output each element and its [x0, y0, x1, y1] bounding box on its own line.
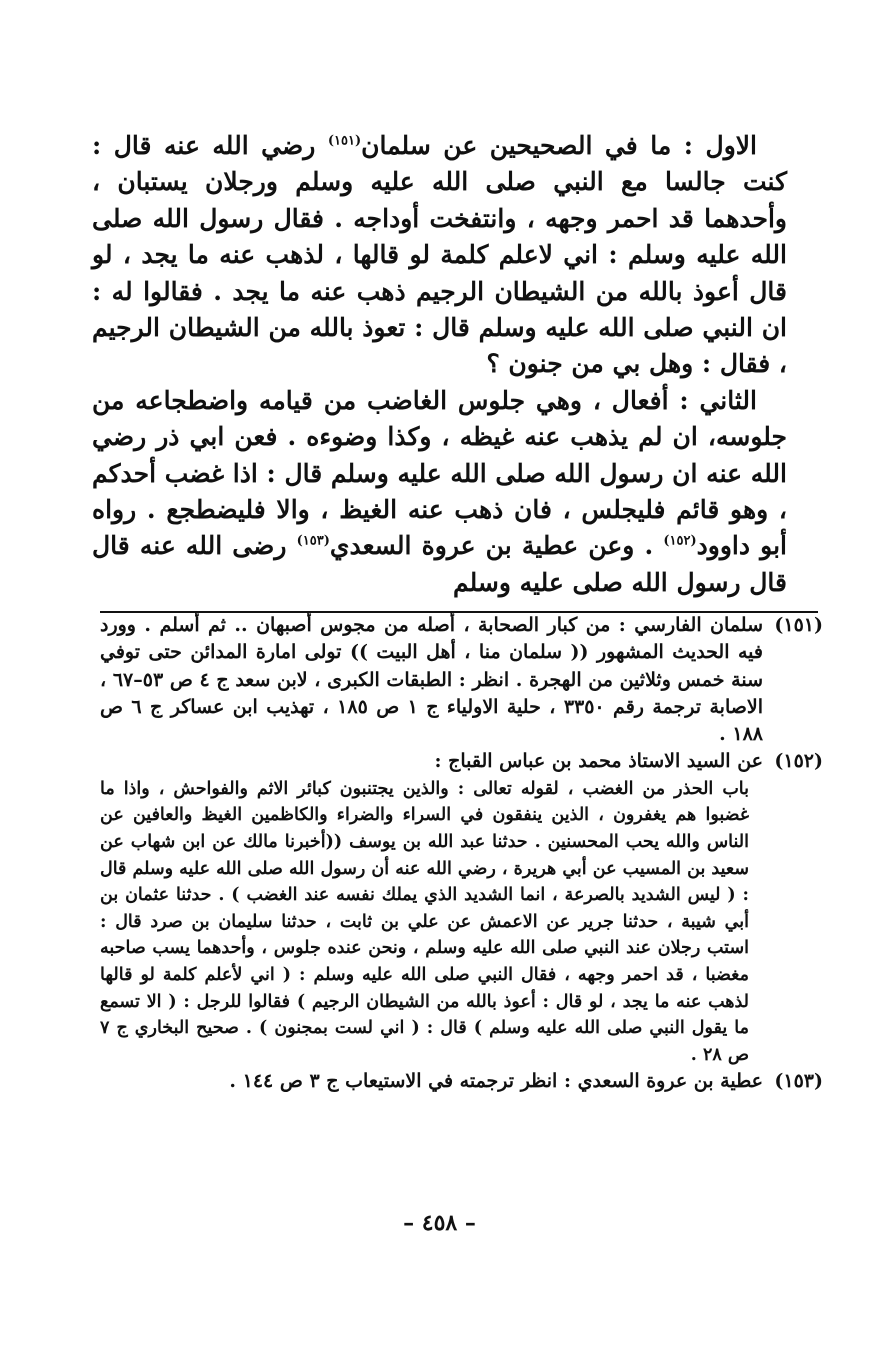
footnote-ref-151: (١٥١): [327, 133, 362, 149]
paragraph-second-rest: رضى الله عنه قال قال رسول الله صلى عليه وسلم: [92, 531, 787, 597]
footnote-text: سلمان الفارسي : من كبار الصحابة ، أصله من مجوس أصبهان .. ثم أسلم . وورد فيه الحديث المشهور (( سلمان منا ، أهل البيت )) تولى امارة المدائن حتى توفي سنة خمس وثلاثين من الهجرة . انظر : الطبقات الكبرى ، لابن سعد ج ٤ ص ٥٣–٦٧ ، الاصابة ترجمة رقم ٣٣٥٠ ، حلية الاولياء ج ١ ص ١٨٥ ، تهذيب ابن عساكر ج ٦ ص ١٨٨ .: [100, 614, 764, 746]
paragraph-first-text: الاول : ما في الصحيحين عن سلمان: [361, 131, 757, 160]
footnote-153: [100, 1068, 823, 1095]
footnote-quote: [100, 776, 763, 1069]
footnote-text: عطية بن عروة السعدي : انظر ترجمته في الاستيعاب ج ٣ ص ١٤٤ .: [229, 1070, 763, 1093]
footnote-152: [100, 748, 823, 1068]
paragraph-first-rest: رضي الله عنه قال : كنت جالسا مع النبي صلى الله عليه وسلم ورجلان يستبان ، وأحدهما قد احمر وجهه ، وانتفخت أوداجه . فقال رسول الله صلى الله عليه وسلم : اني لاعلم كلمة لو قالها ، لذهب عنه ما يجد ، لو قال أعوذ بالله من الشيطان الرجيم ذهب عنه ما يجد . فقالوا له : ان النبي صلى الله عليه وسلم قال : تعوذ بالله من الشيطان الرجيم ، فقال : وهل بي من جنون ؟: [92, 131, 787, 379]
paragraph-second-mid: . وعن عطية بن عروة السعدي: [329, 531, 664, 561]
footnote-number: (١٥٢): [774, 750, 823, 773]
page-number: – ٤٥٨ –: [403, 1210, 476, 1236]
footnote-ref-153: (١٥٣): [296, 534, 330, 550]
paragraph-second-text: الثاني : أفعال ، وهي جلوس الغاضب من قيامه واضطجاعه من جلوسه، ان لم يذهب عنه غيظه ، وكذا وضوءه . فعن ابي ذر رضي الله عنه ان رسول الله صلى الله عليه وسلم قال : اذا غضب أحدكم ، وهو قائم فليجلس ، فان ذهب عنه الغيظ ، والا فليضطجع . رواه أبو داوود: [92, 385, 787, 561]
footnote-text: عن السيد الاستاذ محمد بن عباس القباج :: [434, 750, 763, 773]
footnotes: [100, 612, 823, 1096]
footnote-ref-152: (١٥٢): [663, 534, 697, 550]
footnote-quote-text: باب الحذر من الغضب ، لقوله تعالى : والذين يجتنبون كبائر الاثم والفواحش ، واذا ما غضبوا هم يغفرون ، الذين ينفقون في السراء والضراء والكاظمين الغيظ والعافين عن الناس والله يحب المحسنين . حدثنا عبد الله بن يوسف ((أخبرنا مالك عن ابن شهاب عن سعيد بن المسيب عن أبي هريرة ، رضي الله عنه أن رسول الله صلى الله عليه وسلم قال : ( ليس الشديد بالصرعة ، انما الشديد الذي يملك نفسه عند الغضب ) . حدثنا عثمان بن أبي شيبة ، حدثنا جرير عن الاعمش عن علي بن ثابت ، حدثنا سليمان بن صرد قال : استب رجلان عند النبي صلى الله عليه وسلم ، ونحن عنده جلوس ، وأحدهما يسب صاحبه مغضبا ، قد احمر وجهه ، فقال النبي صلى الله عليه وسلم : ( اني لأعلم كلمة لو قالها لذهب عنه ما يجد ، لو قال : أعوذ بالله من الشيطان الرجيم ) فقالوا للرجل : ( الا تسمع ما يقول النبي صلى الله عليه وسلم ) قال : ( اني لست بمجنون ) . صحيح البخاري ج ٧ ص ٢٨ .: [100, 778, 749, 1065]
footnote-151: [100, 612, 823, 748]
footnote-number: (١٥٣): [774, 1070, 823, 1093]
main-text: [92, 128, 787, 601]
paragraph-first: [92, 128, 787, 383]
footnote-number: (١٥١): [774, 614, 823, 636]
paragraph-second: [92, 383, 787, 601]
